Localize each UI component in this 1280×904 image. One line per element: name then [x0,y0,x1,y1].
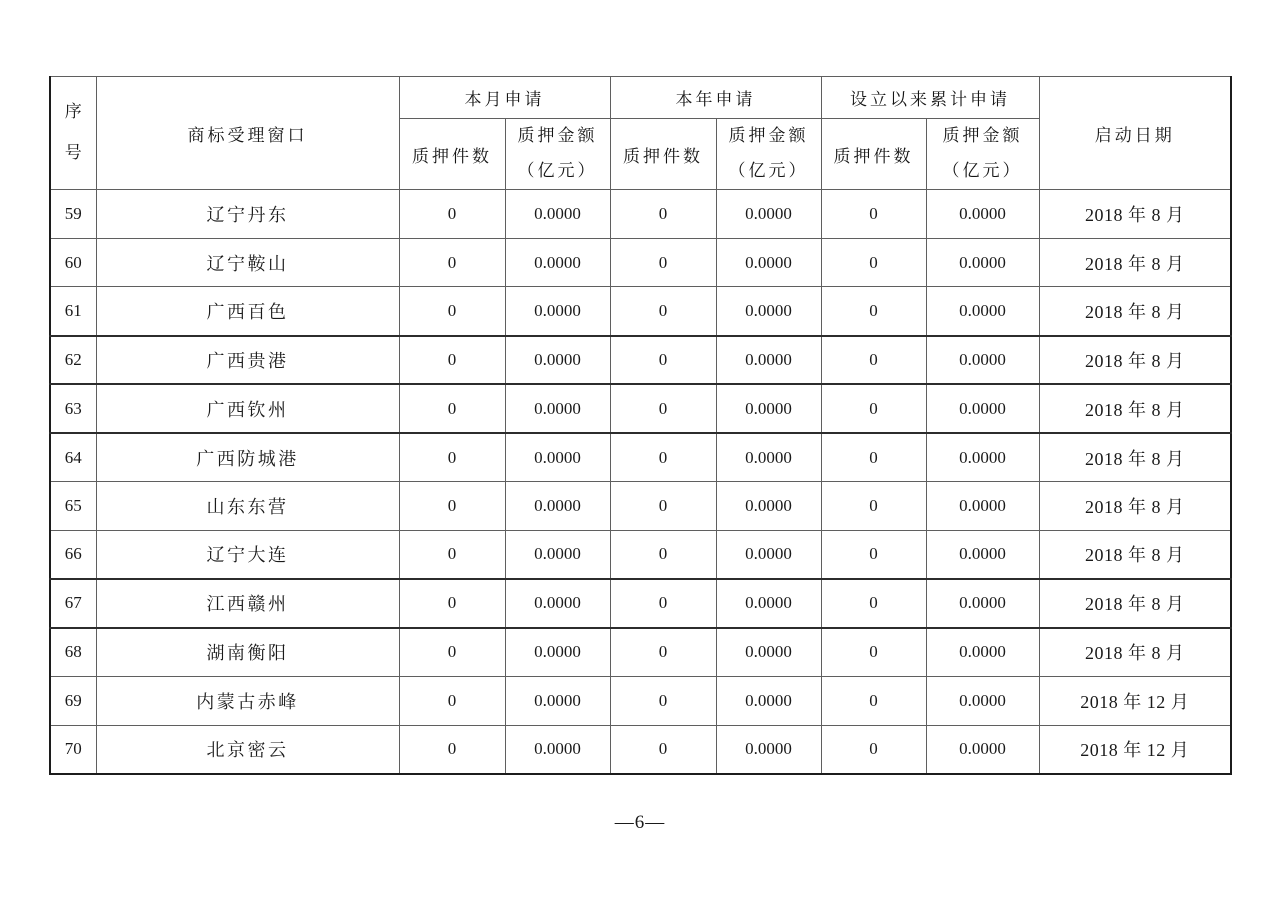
cell-seq: 61 [50,287,96,336]
header-seq-label: 序号 [64,102,82,163]
cell-seq: 59 [50,190,96,239]
cell-month-count: 0 [399,725,505,774]
page-number: —6— [614,812,666,833]
table-row [50,238,1231,287]
cell-year-amount: 0.0000 [716,628,821,677]
cell-seq: 62 [50,336,96,385]
cell-cumulative-count: 0 [821,433,926,482]
cell-cumulative-amount: 0.0000 [926,676,1039,725]
cell-cumulative-count: 0 [821,287,926,336]
cell-seq: 70 [50,725,96,774]
table-row [50,384,1231,433]
cell-year-count: 0 [610,530,716,579]
cell-seq: 69 [50,676,96,725]
header-year-count: 质押件数 [610,119,716,190]
cell-year-amount: 0.0000 [716,287,821,336]
header-group-year: 本年申请 [610,77,821,119]
cell-window: 山东东营 [96,482,399,531]
cell-year-count: 0 [610,190,716,239]
cell-window: 广西防城港 [96,433,399,482]
cell-month-amount: 0.0000 [505,579,610,628]
header-year-amount [716,119,821,190]
cell-start-date: 2018 年 8 月 [1039,482,1231,531]
table-body [50,190,1231,774]
header-month-amount-line1: 质押金额 [517,126,598,147]
cell-month-amount: 0.0000 [505,482,610,531]
cell-cumulative-count: 0 [821,190,926,239]
cell-year-count: 0 [610,579,716,628]
cell-month-count: 0 [399,676,505,725]
cell-start-date: 2018 年 8 月 [1039,433,1231,482]
table-header [50,77,1231,190]
cell-seq: 60 [50,238,96,287]
cell-month-count: 0 [399,384,505,433]
header-group-month: 本月申请 [399,77,610,119]
cell-cumulative-count: 0 [821,676,926,725]
cell-cumulative-amount: 0.0000 [926,287,1039,336]
cell-seq: 64 [50,433,96,482]
cell-cumulative-count: 0 [821,530,926,579]
header-year-amount-line1: 质押金额 [728,126,809,147]
cell-year-amount: 0.0000 [716,336,821,385]
table-row [50,482,1231,531]
cell-start-date: 2018 年 8 月 [1039,238,1231,287]
cell-seq: 63 [50,384,96,433]
cell-year-count: 0 [610,384,716,433]
cell-cumulative-amount: 0.0000 [926,628,1039,677]
cell-month-count: 0 [399,482,505,531]
cell-cumulative-count: 0 [821,579,926,628]
header-group-cumulative: 设立以来累计申请 [821,77,1039,119]
cell-window: 广西钦州 [96,384,399,433]
table-row [50,190,1231,239]
cell-cumulative-amount: 0.0000 [926,579,1039,628]
cell-start-date: 2018 年 8 月 [1039,628,1231,677]
cell-month-count: 0 [399,238,505,287]
header-cumulative-amount [926,119,1039,190]
cell-start-date: 2018 年 8 月 [1039,384,1231,433]
table-row [50,336,1231,385]
cell-year-count: 0 [610,725,716,774]
cell-window: 广西百色 [96,287,399,336]
cell-seq: 65 [50,482,96,531]
cell-cumulative-count: 0 [821,384,926,433]
table-row [50,433,1231,482]
cell-month-count: 0 [399,336,505,385]
header-cumulative-count: 质押件数 [821,119,926,190]
trademark-pledge-table [49,76,1232,775]
cell-cumulative-amount: 0.0000 [926,482,1039,531]
cell-month-amount: 0.0000 [505,287,610,336]
cell-month-amount: 0.0000 [505,384,610,433]
table-row [50,530,1231,579]
cell-month-amount: 0.0000 [505,725,610,774]
cell-cumulative-count: 0 [821,725,926,774]
cell-window: 广西贵港 [96,336,399,385]
cell-start-date: 2018 年 8 月 [1039,336,1231,385]
cell-year-amount: 0.0000 [716,190,821,239]
cell-window: 内蒙古赤峰 [96,676,399,725]
table-row [50,628,1231,677]
cell-seq: 66 [50,530,96,579]
header-window: 商标受理窗口 [96,77,399,190]
cell-cumulative-amount: 0.0000 [926,238,1039,287]
cell-year-amount: 0.0000 [716,530,821,579]
cell-cumulative-amount: 0.0000 [926,725,1039,774]
cell-month-count: 0 [399,287,505,336]
header-month-amount-line2: （亿元） [517,161,598,181]
cell-year-amount: 0.0000 [716,676,821,725]
header-cumulative-amount-line2: （亿元） [942,161,1023,181]
header-group-row [50,77,1231,119]
cell-cumulative-amount: 0.0000 [926,530,1039,579]
cell-window: 辽宁鞍山 [96,238,399,287]
cell-month-amount: 0.0000 [505,530,610,579]
cell-window: 北京密云 [96,725,399,774]
cell-year-count: 0 [610,238,716,287]
table-row [50,287,1231,336]
cell-month-amount: 0.0000 [505,628,610,677]
cell-year-count: 0 [610,628,716,677]
cell-window: 辽宁大连 [96,530,399,579]
cell-month-amount: 0.0000 [505,433,610,482]
cell-month-amount: 0.0000 [505,676,610,725]
table-row [50,725,1231,774]
cell-window: 江西赣州 [96,579,399,628]
cell-year-count: 0 [610,336,716,385]
cell-month-count: 0 [399,579,505,628]
cell-start-date: 2018 年 12 月 [1039,676,1231,725]
cell-month-count: 0 [399,628,505,677]
cell-year-count: 0 [610,676,716,725]
cell-year-count: 0 [610,482,716,531]
header-start-date: 启动日期 [1039,77,1231,190]
cell-month-amount: 0.0000 [505,238,610,287]
cell-year-count: 0 [610,433,716,482]
cell-cumulative-count: 0 [821,482,926,531]
cell-cumulative-amount: 0.0000 [926,190,1039,239]
cell-start-date: 2018 年 8 月 [1039,190,1231,239]
cell-month-amount: 0.0000 [505,190,610,239]
table-row [50,579,1231,628]
cell-start-date: 2018 年 8 月 [1039,530,1231,579]
cell-start-date: 2018 年 8 月 [1039,287,1231,336]
cell-year-amount: 0.0000 [716,384,821,433]
cell-month-count: 0 [399,190,505,239]
cell-cumulative-count: 0 [821,336,926,385]
cell-window: 辽宁丹东 [96,190,399,239]
cell-year-count: 0 [610,287,716,336]
cell-start-date: 2018 年 8 月 [1039,579,1231,628]
cell-month-amount: 0.0000 [505,336,610,385]
table-row [50,676,1231,725]
cell-cumulative-amount: 0.0000 [926,384,1039,433]
cell-seq: 68 [50,628,96,677]
cell-window: 湖南衡阳 [96,628,399,677]
header-seq [50,77,96,190]
cell-cumulative-count: 0 [821,628,926,677]
cell-year-amount: 0.0000 [716,725,821,774]
cell-seq: 67 [50,579,96,628]
cell-year-amount: 0.0000 [716,433,821,482]
cell-cumulative-amount: 0.0000 [926,433,1039,482]
cell-cumulative-amount: 0.0000 [926,336,1039,385]
cell-month-count: 0 [399,433,505,482]
header-month-count: 质押件数 [399,119,505,190]
cell-year-amount: 0.0000 [716,579,821,628]
cell-year-amount: 0.0000 [716,238,821,287]
header-cumulative-amount-line1: 质押金额 [942,126,1023,147]
cell-start-date: 2018 年 12 月 [1039,725,1231,774]
header-month-amount [505,119,610,190]
cell-month-count: 0 [399,530,505,579]
cell-cumulative-count: 0 [821,238,926,287]
cell-year-amount: 0.0000 [716,482,821,531]
header-year-amount-line2: （亿元） [728,161,809,181]
